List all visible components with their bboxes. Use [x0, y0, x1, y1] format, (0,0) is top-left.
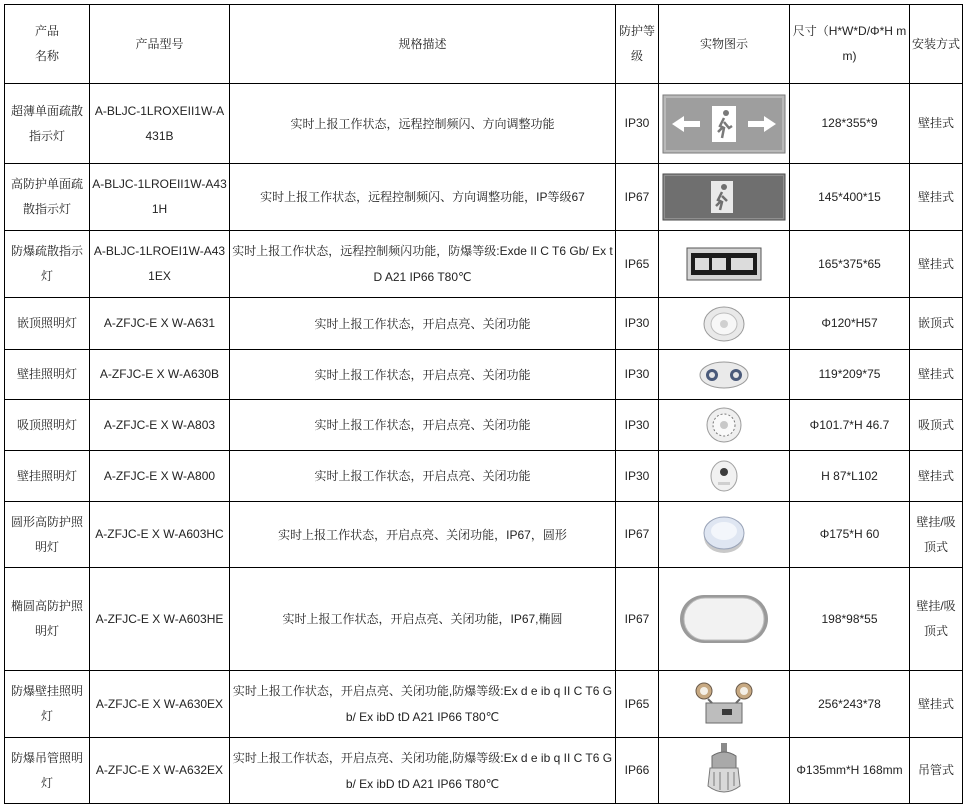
product-model: A-ZFJC-E X W-A603HC	[90, 502, 230, 568]
product-spec: 实时上报工作状态，开启点亮、关闭功能,防爆等级:Ex d e ib q II C T6 Gb/ Ex ibD tD A21 IP66 T80℃	[230, 671, 616, 738]
table-row	[5, 738, 963, 804]
explosion-proof-exit-sign-icon	[686, 247, 762, 281]
product-name: 吸顶照明灯	[5, 400, 90, 451]
product-name: 防爆疏散指示灯	[5, 231, 90, 298]
table-row	[5, 451, 963, 502]
product-model: A-ZFJC-E X W-A632EX	[90, 738, 230, 804]
product-ip: IP30	[616, 451, 659, 502]
product-size: H 87*L102	[790, 451, 910, 502]
small-wall-light-icon	[708, 458, 740, 494]
table-row	[5, 568, 963, 671]
product-model: A-BLJC-1LROEII1W-A431H	[90, 164, 230, 231]
product-install: 壁挂式	[910, 671, 963, 738]
product-size: 145*400*15	[790, 164, 910, 231]
product-install: 壁挂式	[910, 350, 963, 400]
product-image	[659, 231, 790, 298]
product-ip: IP67	[616, 568, 659, 671]
product-install: 壁挂式	[910, 164, 963, 231]
product-model: A-BLJC-1LROXEII1W-A431B	[90, 84, 230, 164]
product-name: 壁挂照明灯	[5, 451, 90, 502]
table-row	[5, 231, 963, 298]
header-spec: 规格描述	[230, 5, 616, 84]
table-row	[5, 400, 963, 451]
product-install: 壁挂/吸顶式	[910, 502, 963, 568]
product-install: 壁挂式	[910, 231, 963, 298]
product-size: Φ101.7*H 46.7	[790, 400, 910, 451]
product-install: 壁挂式	[910, 451, 963, 502]
product-spec: 实时上报工作状态，开启点亮、关闭功能，IP67,椭圆	[230, 568, 616, 671]
product-size: 198*98*55	[790, 568, 910, 671]
product-image	[659, 671, 790, 738]
table-row	[5, 84, 963, 164]
product-name: 嵌顶照明灯	[5, 298, 90, 350]
product-ip: IP65	[616, 671, 659, 738]
product-name: 椭圆高防护照明灯	[5, 568, 90, 671]
explosion-proof-twin-spot-icon	[692, 679, 756, 729]
product-install: 吸顶式	[910, 400, 963, 451]
header-size: 尺寸（H*W*D/Φ*H mm)	[790, 5, 910, 84]
product-ip: IP30	[616, 298, 659, 350]
product-spec: 实时上报工作状态，开启点亮、关闭功能，IP67，圆形	[230, 502, 616, 568]
product-model: A-ZFJC-E X W-A631	[90, 298, 230, 350]
product-ip: IP30	[616, 84, 659, 164]
product-ip: IP30	[616, 400, 659, 451]
product-image	[659, 502, 790, 568]
product-spec-table	[4, 4, 963, 804]
product-spec: 实时上报工作状态，开启点亮、关闭功能	[230, 451, 616, 502]
product-ip: IP67	[616, 164, 659, 231]
product-spec: 实时上报工作状态，开启点亮、关闭功能	[230, 298, 616, 350]
product-install: 嵌顶式	[910, 298, 963, 350]
product-spec: 实时上报工作状态，远程控制频闪、方向调整功能	[230, 84, 616, 164]
round-bulkhead-light-icon	[701, 512, 747, 558]
table-row	[5, 350, 963, 400]
product-ip: IP66	[616, 738, 659, 804]
product-size: 128*355*9	[790, 84, 910, 164]
header-ip: 防护等级	[616, 5, 659, 84]
table-row	[5, 164, 963, 231]
product-name: 防爆壁挂照明灯	[5, 671, 90, 738]
product-size: 119*209*75	[790, 350, 910, 400]
product-image	[659, 84, 790, 164]
product-name: 圆形高防护照明灯	[5, 502, 90, 568]
product-name: 超薄单面疏散指示灯	[5, 84, 90, 164]
header-name: 产品 名称	[5, 5, 90, 84]
product-image	[659, 400, 790, 451]
header-model: 产品型号	[90, 5, 230, 84]
header-row	[5, 5, 963, 84]
product-image	[659, 738, 790, 804]
product-install: 壁挂式	[910, 84, 963, 164]
product-model: A-ZFJC-E X W-A603HE	[90, 568, 230, 671]
product-ip: IP65	[616, 231, 659, 298]
explosion-proof-pendant-light-icon	[704, 742, 744, 800]
product-size: Φ175*H 60	[790, 502, 910, 568]
table-row	[5, 502, 963, 568]
product-name: 壁挂照明灯	[5, 350, 90, 400]
product-ip: IP30	[616, 350, 659, 400]
product-spec: 实时上报工作状态，开启点亮、关闭功能	[230, 350, 616, 400]
product-spec: 实时上报工作状态，远程控制频闪、方向调整功能，IP等级67	[230, 164, 616, 231]
product-spec: 实时上报工作状态，远程控制频闪功能，防爆等级:Exde II C T6 Gb/ Ex tD A21 IP66 T80℃	[230, 231, 616, 298]
product-model: A-ZFJC-E X W-A630EX	[90, 671, 230, 738]
product-spec: 实时上报工作状态，开启点亮、关闭功能	[230, 400, 616, 451]
product-size: Φ135mm*H 168mm	[790, 738, 910, 804]
table-row	[5, 298, 963, 350]
product-image	[659, 451, 790, 502]
table-row	[5, 671, 963, 738]
recessed-downlight-icon	[701, 304, 747, 344]
twin-head-wall-light-icon	[698, 359, 750, 391]
product-install: 吊管式	[910, 738, 963, 804]
product-image	[659, 164, 790, 231]
product-name: 防爆吊管照明灯	[5, 738, 90, 804]
oval-bulkhead-light-icon	[678, 591, 770, 647]
product-model: A-ZFJC-E X W-A803	[90, 400, 230, 451]
product-size: 165*375*65	[790, 231, 910, 298]
ceiling-light-icon	[704, 405, 744, 445]
product-size: 256*243*78	[790, 671, 910, 738]
exit-sign-running-man-icon	[662, 173, 786, 221]
product-image	[659, 298, 790, 350]
product-name: 高防护单面疏散指示灯	[5, 164, 90, 231]
product-image	[659, 350, 790, 400]
header-install: 安装方式	[910, 5, 963, 84]
product-size: Φ120*H57	[790, 298, 910, 350]
product-image	[659, 568, 790, 671]
product-model: A-ZFJC-E X W-A630B	[90, 350, 230, 400]
header-image: 实物图示	[659, 5, 790, 84]
product-ip: IP67	[616, 502, 659, 568]
product-spec: 实时上报工作状态，开启点亮、关闭功能,防爆等级:Ex d e ib q II C T6 Gb/ Ex ibD tD A21 IP66 T80℃	[230, 738, 616, 804]
product-install: 壁挂/吸顶式	[910, 568, 963, 671]
product-model: A-ZFJC-E X W-A800	[90, 451, 230, 502]
product-model: A-BLJC-1LROEI1W-A431EX	[90, 231, 230, 298]
exit-sign-double-arrow-icon	[662, 94, 786, 154]
